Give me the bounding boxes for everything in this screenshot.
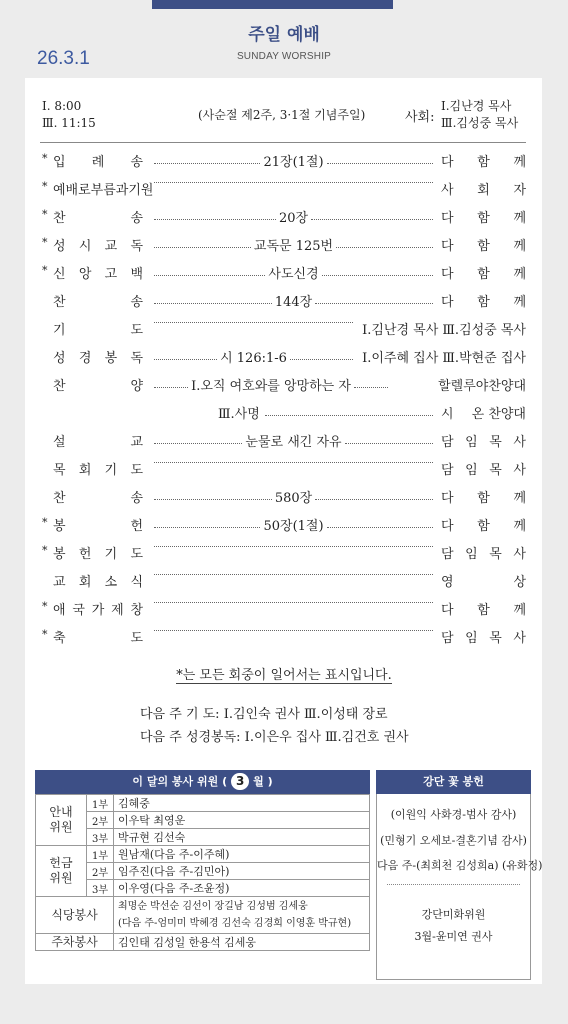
standing-note — [0, 664, 568, 683]
order-label-char: 성 — [53, 351, 66, 366]
order-label-char: 도 — [130, 463, 143, 478]
order-leader-char: 목 — [489, 547, 502, 562]
leader-dots — [315, 303, 433, 304]
presider-third: Ⅲ.김성중 목사 — [441, 116, 519, 130]
order-label-char: 교 — [104, 239, 118, 254]
order-label-char: 기 — [104, 547, 118, 562]
order-label-char: 도 — [130, 547, 143, 562]
standing-mark: * — [42, 236, 48, 249]
flower-offering-body — [376, 794, 543, 980]
order-item-label — [53, 599, 143, 618]
order-leader-char: 다 — [441, 267, 454, 282]
order-label-char: 도 — [130, 323, 143, 338]
order-item-label — [53, 543, 143, 562]
order-item-leader — [441, 627, 526, 646]
order-label-char: 봉 — [53, 519, 66, 534]
leader-dots — [154, 546, 433, 547]
order-item-label — [53, 571, 143, 590]
leader-dots — [154, 443, 242, 444]
order-leader-char: 담 — [441, 435, 454, 450]
order-label-char: 회 — [78, 575, 92, 590]
order-row — [0, 459, 568, 479]
order-label-char: 국 — [72, 603, 85, 618]
volunteer-table — [35, 770, 370, 951]
order-item-detail — [151, 291, 436, 310]
leader-dots — [154, 322, 353, 323]
order-label-char: 도 — [130, 631, 143, 646]
order-leader-char: 다 — [441, 155, 454, 170]
guide-part: 1부 — [87, 795, 114, 812]
order-item-leader: Ⅰ.김난경 목사 Ⅲ.김성중 목사 — [362, 323, 526, 338]
order-item-label — [53, 263, 143, 282]
flower-line: (민형기 오세보-결혼기념 감사) — [380, 834, 527, 847]
order-label-char: 찬 — [53, 379, 66, 394]
order-leader-char: 다 — [441, 295, 454, 310]
order-item-leader — [441, 207, 526, 226]
order-leader-char: 께 — [513, 519, 526, 534]
order-leader-char: 다 — [441, 491, 454, 506]
order-item-label — [53, 459, 143, 478]
order-label-char: 봉 — [53, 547, 66, 562]
order-detail-text: 교독문 125번 — [253, 239, 334, 254]
order-leader-char: 임 — [465, 463, 478, 478]
order-item-detail — [151, 347, 356, 366]
order-item-detail — [151, 375, 391, 394]
order-leader-char: 께 — [513, 491, 526, 506]
next-week-prayer: 다음 주 기 도: Ⅰ.김인숙 권사 Ⅲ.이성태 장로 — [140, 707, 388, 722]
leader-dots — [154, 462, 433, 463]
order-row — [0, 375, 568, 395]
order-item-label — [53, 291, 143, 310]
order-row — [0, 319, 568, 339]
kitchen-label: 식당봉사 — [36, 897, 114, 934]
order-item-detail — [151, 543, 436, 544]
order-item-detail — [151, 599, 436, 600]
order-item-label — [53, 179, 154, 198]
leader-dots — [154, 182, 433, 183]
order-detail-text: 20장 — [278, 211, 309, 226]
leader-dots — [336, 247, 433, 248]
order-detail-text: 144장 — [274, 295, 313, 310]
presider-first: Ⅰ.김난경 목사 — [441, 99, 512, 113]
order-row — [0, 347, 568, 367]
order-label-char: 예배로부름과기원 — [53, 183, 154, 198]
order-label-char: 시 — [78, 239, 92, 254]
guide-names: 박규현 김선숙 — [114, 829, 370, 846]
leader-dots — [154, 247, 251, 248]
standing-mark: * — [42, 628, 48, 641]
order-label-char: 회 — [78, 463, 92, 478]
order-row — [0, 263, 568, 283]
leader-dots — [154, 527, 260, 528]
order-leader-char: 께 — [513, 603, 526, 618]
order-item-label — [53, 515, 143, 534]
order-item-label — [53, 235, 143, 254]
service-times — [42, 98, 96, 132]
order-item-detail — [151, 207, 436, 226]
order-item-leader: 할렐루야찬양대 — [438, 379, 526, 394]
flower-line: (이원익 사화경-범사 감사) — [390, 808, 517, 821]
order-leader-char: 담 — [441, 463, 454, 478]
order-label-char: 교 — [53, 575, 66, 590]
order-item-leader — [441, 543, 526, 562]
guide-names: 이우탁 최영운 — [114, 812, 370, 829]
flower-offering-header: 강단 꽃 봉헌 — [376, 770, 531, 794]
order-leader-char: 함 — [477, 603, 490, 618]
order-row — [0, 207, 568, 227]
order-leader-char: 함 — [477, 295, 490, 310]
order-item-leader — [441, 291, 526, 310]
leader-dots — [154, 163, 260, 164]
order-leader-char: 임 — [465, 435, 478, 450]
order-leader-char: 다 — [441, 211, 454, 226]
order-item-leader — [441, 515, 526, 534]
order-item-label — [53, 431, 143, 450]
leader-dots — [154, 630, 433, 631]
order-item-leader — [441, 151, 526, 170]
order-detail-text: 눈물로 새긴 자유 — [245, 435, 342, 450]
leader-dots — [154, 499, 272, 500]
leader-dots — [154, 275, 265, 276]
parking-label: 주차봉사 — [36, 934, 114, 951]
order-label-char: 제 — [111, 603, 124, 618]
offering-part: 1부 — [87, 846, 114, 863]
order-item-label — [53, 487, 143, 506]
order-leader-char: 영 — [441, 575, 454, 590]
order-detail-text: 사도신경 — [268, 267, 319, 282]
page-title: 주일 예배 — [248, 25, 320, 45]
order-item-detail — [151, 151, 436, 170]
order-leader-char: 함 — [477, 239, 490, 254]
standing-mark: * — [42, 208, 48, 221]
kitchen-names-next: (다음 주-엄미미 박혜경 김선숙 김경희 이영훈 박규현) — [118, 918, 352, 929]
order-item-leader — [441, 599, 526, 618]
order-label-char: 독 — [130, 351, 143, 366]
order-label-char: 신 — [53, 267, 66, 282]
order-leader-char: 사 — [441, 183, 454, 198]
page-subtitle: SUNDAY WORSHIP — [236, 51, 332, 62]
order-label-char: 독 — [130, 239, 143, 254]
order-label-char: 헌 — [130, 519, 143, 534]
standing-mark: * — [42, 516, 48, 529]
order-leader-char: 사 — [513, 631, 526, 646]
flower-committee-member: 3월-윤미연 권사 — [414, 930, 493, 943]
order-item-detail — [151, 459, 436, 460]
order-leader-char: 께 — [513, 211, 526, 226]
order-label-char: 성 — [53, 239, 66, 254]
order-row — [0, 599, 568, 619]
guide-names: 김혜중 — [114, 795, 370, 812]
flower-divider — [387, 884, 520, 885]
order-leader-char: 목 — [489, 463, 502, 478]
order-item-leader — [441, 431, 526, 450]
leader-dots — [322, 275, 433, 276]
volunteer-table-header — [35, 770, 370, 794]
order-leader-char: 시 — [441, 407, 454, 422]
order-item-leader — [441, 263, 526, 282]
order-label-char: 입 — [53, 155, 66, 170]
order-label-char: 봉 — [104, 351, 118, 366]
order-leader-char: 사 — [513, 547, 526, 562]
order-item-detail — [151, 515, 436, 534]
leader-dots — [265, 415, 433, 416]
standing-mark: * — [42, 152, 48, 165]
guide-label: 안내 위원 — [36, 795, 87, 846]
order-leader-char: 다 — [441, 519, 454, 534]
volunteer-title-pre: 이 달의 봉사 위원 ( — [132, 775, 228, 788]
order-item-leader — [441, 179, 526, 198]
order-item-detail — [151, 263, 436, 282]
standing-mark: * — [42, 180, 48, 193]
flower-committee-label: 강단미화위원 — [421, 908, 486, 921]
guide-part: 3부 — [87, 829, 114, 846]
order-row — [0, 487, 568, 507]
time-first: Ⅰ. 8:00 — [42, 99, 82, 113]
order-label-char: 헌 — [78, 547, 92, 562]
order-leader-char: 께 — [513, 295, 526, 310]
order-item-leader — [441, 403, 526, 422]
order-detail-text: 580장 — [274, 491, 313, 506]
order-item-leader: Ⅰ.이주혜 집사 Ⅲ.박현준 집사 — [362, 351, 526, 366]
order-label-char: 축 — [53, 631, 66, 646]
order-label-char: 교 — [130, 435, 143, 450]
order-item-detail — [151, 431, 436, 450]
order-row — [0, 235, 568, 255]
order-label-char: 백 — [130, 267, 143, 282]
order-item-label — [53, 375, 143, 394]
order-leader-char: 목 — [489, 631, 502, 646]
leader-dots — [354, 387, 388, 388]
time-third: Ⅲ. 11:15 — [42, 116, 96, 130]
order-label-char: 송 — [130, 211, 143, 226]
order-label-char: 창 — [130, 603, 143, 618]
order-leader-char: 담 — [441, 631, 454, 646]
order-item-label — [53, 207, 143, 226]
order-row — [0, 543, 568, 563]
leader-dots — [311, 219, 433, 220]
order-label-char: 송 — [130, 155, 143, 170]
leader-dots — [154, 387, 188, 388]
order-leader-char: 함 — [477, 491, 490, 506]
order-label-char: 설 — [53, 435, 66, 450]
order-item-detail — [151, 319, 356, 320]
order-row — [0, 431, 568, 451]
order-leader-char: 임 — [465, 631, 478, 646]
service-date: 26.3.1 — [37, 48, 90, 69]
order-leader-char: 임 — [465, 547, 478, 562]
standing-mark: * — [42, 264, 48, 277]
offering-part: 2부 — [87, 863, 114, 880]
next-week-reading: 다음 주 성경봉독: Ⅰ.이은우 집사 Ⅲ.김건호 권사 — [140, 730, 409, 745]
parking-names: 김인태 김성일 한용석 김세웅 — [114, 934, 370, 951]
order-leader-char: 회 — [477, 183, 490, 198]
leader-dots — [154, 303, 272, 304]
order-leader-char: 사 — [513, 435, 526, 450]
order-row — [0, 179, 568, 199]
order-detail-text: 50장(1절) — [263, 519, 324, 534]
volunteer-title-post: 월 ) — [253, 775, 273, 788]
order-label-char: 찬 — [53, 211, 66, 226]
leader-dots — [154, 359, 217, 360]
standing-mark: * — [42, 544, 48, 557]
offering-names: 임주진(다음 주-김민아) — [114, 863, 370, 880]
order-label-char: 경 — [78, 351, 92, 366]
presider-names — [441, 98, 518, 132]
flower-offering — [376, 770, 543, 980]
order-item-label — [53, 319, 143, 338]
order-leader-char: 함 — [477, 519, 490, 534]
offering-part: 3부 — [87, 880, 114, 897]
order-item-detail — [151, 627, 436, 628]
order-leader-char: 께 — [513, 267, 526, 282]
order-detail-text: Ⅲ.사명 — [218, 407, 260, 422]
order-label-char: 식 — [130, 575, 143, 590]
leader-dots — [290, 359, 353, 360]
order-label-char: 례 — [91, 155, 105, 170]
leader-dots — [327, 527, 433, 528]
order-leader-char: 상 — [513, 575, 526, 590]
flower-line: 다음 주-(최희천 김성희a) (유화정) — [377, 859, 543, 872]
order-leader-char: 사 — [513, 463, 526, 478]
order-leader-char: 함 — [477, 155, 490, 170]
standing-mark: * — [42, 600, 48, 613]
order-label-char: 송 — [130, 295, 143, 310]
order-row — [0, 627, 568, 647]
order-label-char: 양 — [130, 379, 143, 394]
leader-dots — [154, 219, 276, 220]
order-leader-char: 함 — [477, 211, 490, 226]
order-row — [0, 571, 568, 591]
order-label-char: 기 — [53, 323, 66, 338]
leader-dots — [315, 499, 433, 500]
kitchen-names-current: 최명순 박선순 김선이 장길남 김성범 김세웅 — [118, 901, 308, 912]
top-accent-bar — [152, 0, 393, 9]
order-label-char: 소 — [104, 575, 118, 590]
order-row — [0, 515, 568, 535]
order-item-detail — [151, 235, 436, 254]
leader-dots — [154, 602, 433, 603]
order-leader-char: 온 찬양대 — [471, 407, 526, 422]
order-detail-text: Ⅰ.오직 여호와를 앙망하는 자 — [191, 379, 351, 394]
leader-dots — [154, 574, 433, 575]
volunteer-month: 3 — [231, 773, 249, 790]
order-item-label — [53, 151, 143, 170]
order-label-char: 앙 — [78, 267, 92, 282]
order-leader-char: 다 — [441, 239, 454, 254]
order-detail-text: 시 126:1-6 — [220, 351, 287, 366]
order-leader-char: 자 — [513, 183, 526, 198]
service-occasion: (사순절 제2주, 3·1절 기념주일) — [198, 108, 366, 122]
order-leader-char: 께 — [513, 239, 526, 254]
order-item-leader — [441, 459, 526, 478]
order-leader-char: 께 — [513, 155, 526, 170]
kitchen-names — [114, 897, 370, 934]
order-leader-char: 목 — [489, 435, 502, 450]
order-label-char: 송 — [130, 491, 143, 506]
header-divider — [40, 142, 526, 143]
order-row — [0, 403, 568, 423]
order-leader-char: 담 — [441, 547, 454, 562]
order-item-leader — [441, 487, 526, 506]
order-row — [0, 151, 568, 171]
order-item-label — [53, 627, 143, 646]
order-item-detail — [151, 487, 436, 506]
offering-names: 원남재(다음 주-이주혜) — [114, 846, 370, 863]
order-label-char: 애 — [53, 603, 66, 618]
order-label-char: 찬 — [53, 295, 66, 310]
presider-label: 사회: — [405, 110, 435, 125]
order-item-leader — [441, 235, 526, 254]
order-item-detail — [151, 179, 436, 180]
leader-dots — [327, 163, 433, 164]
order-detail-text: 21장(1절) — [263, 155, 324, 170]
offering-names: 이우영(다음 주-조윤정) — [114, 880, 370, 897]
order-label-char: 찬 — [53, 491, 66, 506]
order-item-label — [53, 347, 143, 366]
offering-label: 헌금 위원 — [36, 846, 87, 897]
order-item-detail — [151, 571, 436, 572]
order-item-leader — [441, 571, 526, 590]
order-label-char: 가 — [91, 603, 105, 618]
order-item-detail — [218, 403, 436, 422]
guide-part: 2부 — [87, 812, 114, 829]
standing-note-text: *는 모든 회중이 일어서는 표시입니다. — [176, 668, 392, 683]
order-leader-char: 다 — [441, 603, 454, 618]
order-label-char: 고 — [104, 267, 118, 282]
order-row — [0, 291, 568, 311]
order-label-char: 기 — [104, 463, 118, 478]
order-label-char: 목 — [53, 463, 66, 478]
leader-dots — [345, 443, 433, 444]
order-leader-char: 함 — [477, 267, 490, 282]
